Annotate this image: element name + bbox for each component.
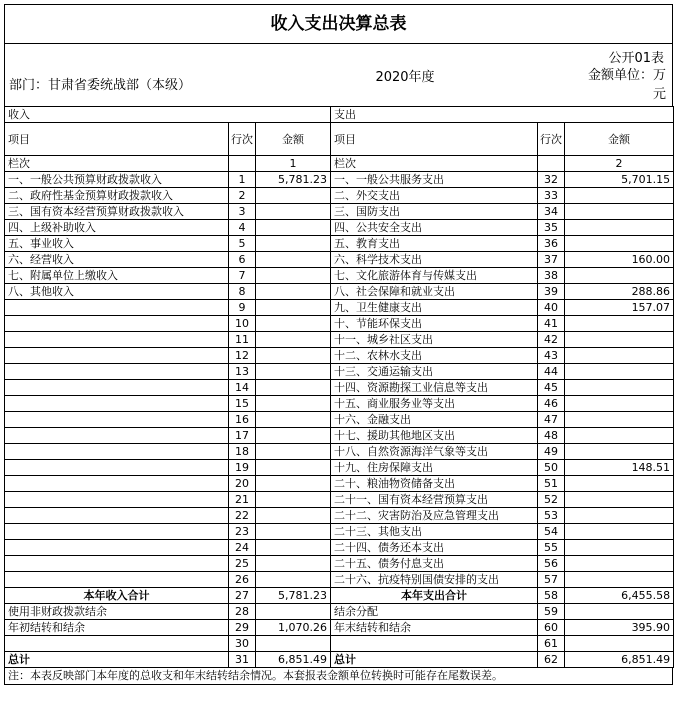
expense-line-cell: 37 — [538, 252, 565, 268]
income-line-cell: 7 — [229, 268, 256, 284]
income-amount-cell — [256, 428, 331, 444]
expense-amount-cell — [565, 556, 674, 572]
expense-line-cell: 47 — [538, 412, 565, 428]
expense-item-cell: 九、卫生健康支出 — [331, 300, 538, 316]
income-expense-table — [4, 106, 674, 668]
expense-line-cell: 56 — [538, 556, 565, 572]
table-row — [5, 524, 674, 540]
lanci-expense: 2 — [565, 156, 674, 172]
expense-item-cell: 七、文化旅游体育与传媒支出 — [331, 268, 538, 284]
expense-line-cell: 55 — [538, 540, 565, 556]
expense-amount-cell — [565, 236, 674, 252]
income-item-cell: 三、国有资本经营预算财政拨款收入 — [5, 204, 229, 220]
table-row — [5, 268, 674, 284]
expense-line-cell: 58 — [538, 588, 565, 604]
expense-amount-cell — [565, 428, 674, 444]
income-amount-cell — [256, 444, 331, 460]
table-row — [5, 172, 674, 188]
income-amount-cell — [256, 572, 331, 588]
income-line-cell: 11 — [229, 332, 256, 348]
income-line-cell: 8 — [229, 284, 256, 300]
table-row — [5, 540, 674, 556]
report-meta — [4, 43, 673, 106]
expense-amount-cell — [565, 188, 674, 204]
expense-item-cell: 结余分配 — [331, 604, 538, 620]
income-amount-cell — [256, 348, 331, 364]
expense-amount-cell — [565, 604, 674, 620]
expense-line-cell: 36 — [538, 236, 565, 252]
expense-amount-cell — [565, 268, 674, 284]
income-item-header: 项目 — [5, 123, 229, 156]
income-amount-cell — [256, 300, 331, 316]
fiscal-year: 2020年度 — [375, 70, 435, 85]
expense-item-cell: 二十五、债务付息支出 — [331, 556, 538, 572]
expense-amount-cell: 160.00 — [565, 252, 674, 268]
table-row — [5, 572, 674, 588]
amount-unit: 金额单位：万元 — [587, 68, 666, 102]
expense-amount-cell: 6,455.58 — [565, 588, 674, 604]
expense-amount-cell: 157.07 — [565, 300, 674, 316]
expense-item-cell: 年末结转和结余 — [331, 620, 538, 636]
income-line-cell: 26 — [229, 572, 256, 588]
income-line-cell: 14 — [229, 380, 256, 396]
expense-item-cell: 二十四、债务还本支出 — [331, 540, 538, 556]
lanci-label: 栏次 — [331, 156, 538, 172]
income-item-cell — [5, 348, 229, 364]
income-amount-cell — [256, 492, 331, 508]
table-row — [5, 380, 674, 396]
income-amount-cell — [256, 380, 331, 396]
expense-amount-cell — [565, 636, 674, 652]
income-amount-cell — [256, 508, 331, 524]
income-line-cell: 24 — [229, 540, 256, 556]
income-amount-cell — [256, 412, 331, 428]
expense-line-cell: 48 — [538, 428, 565, 444]
expense-line-cell: 52 — [538, 492, 565, 508]
expense-amount-cell: 5,701.15 — [565, 172, 674, 188]
income-amount-cell — [256, 220, 331, 236]
income-line-cell: 3 — [229, 204, 256, 220]
expense-amount-cell — [565, 348, 674, 364]
table-row — [5, 396, 674, 412]
table-row — [5, 220, 674, 236]
income-item-cell: 八、其他收入 — [5, 284, 229, 300]
income-line-cell: 5 — [229, 236, 256, 252]
income-item-cell — [5, 300, 229, 316]
expense-item-cell: 一、一般公共服务支出 — [331, 172, 538, 188]
income-line-cell: 21 — [229, 492, 256, 508]
expense-item-cell: 十、节能环保支出 — [331, 316, 538, 332]
expense-item-cell: 十二、农林水支出 — [331, 348, 538, 364]
subtotal-row — [5, 588, 674, 604]
expense-line-cell: 53 — [538, 508, 565, 524]
income-amount-cell — [256, 524, 331, 540]
expense-amount-cell — [565, 476, 674, 492]
expense-line-cell: 40 — [538, 300, 565, 316]
expense-line-cell: 41 — [538, 316, 565, 332]
expense-item-cell: 本年支出合计 — [331, 588, 538, 604]
table-row — [5, 604, 674, 620]
income-line-cell: 10 — [229, 316, 256, 332]
income-line-cell: 17 — [229, 428, 256, 444]
page-title: 收入支出决算总表 — [4, 4, 673, 43]
table-row — [5, 636, 674, 652]
expense-amount-header: 金额 — [565, 123, 674, 156]
expense-line-cell: 35 — [538, 220, 565, 236]
income-line-cell: 31 — [229, 652, 256, 668]
expense-item-cell — [331, 636, 538, 652]
expense-line-cell: 57 — [538, 572, 565, 588]
income-item-cell — [5, 316, 229, 332]
lanci-row — [5, 156, 674, 172]
expense-item-cell: 十五、商业服务业等支出 — [331, 396, 538, 412]
income-item-cell: 四、上级补助收入 — [5, 220, 229, 236]
table-row — [5, 444, 674, 460]
income-item-cell: 本年收入合计 — [5, 588, 229, 604]
expense-line-cell: 51 — [538, 476, 565, 492]
income-item-cell — [5, 508, 229, 524]
expense-item-cell: 十七、援助其他地区支出 — [331, 428, 538, 444]
expense-line-cell: 62 — [538, 652, 565, 668]
income-amount-cell — [256, 396, 331, 412]
income-item-cell: 五、事业收入 — [5, 236, 229, 252]
income-amount-cell: 6,851.49 — [256, 652, 331, 668]
table-row — [5, 300, 674, 316]
expense-amount-cell: 395.90 — [565, 620, 674, 636]
table-row — [5, 412, 674, 428]
income-item-cell: 总计 — [5, 652, 229, 668]
income-item-cell — [5, 524, 229, 540]
income-item-cell — [5, 332, 229, 348]
table-row — [5, 204, 674, 220]
income-item-cell — [5, 444, 229, 460]
expense-line-cell: 59 — [538, 604, 565, 620]
income-item-cell: 使用非财政拨款结余 — [5, 604, 229, 620]
table-row — [5, 620, 674, 636]
expense-line-cell: 46 — [538, 396, 565, 412]
expense-amount-cell — [565, 316, 674, 332]
income-line-cell: 23 — [229, 524, 256, 540]
expense-item-cell: 二十三、其他支出 — [331, 524, 538, 540]
department-label: 部门：甘肃省委统战部（本级） — [9, 78, 192, 93]
expense-line-cell: 32 — [538, 172, 565, 188]
expense-amount-cell — [565, 492, 674, 508]
expense-item-cell: 六、科学技术支出 — [331, 252, 538, 268]
expense-amount-cell — [565, 572, 674, 588]
income-amount-cell — [256, 476, 331, 492]
expense-amount-cell — [565, 444, 674, 460]
expense-amount-cell: 288.86 — [565, 284, 674, 300]
expense-amount-cell: 148.51 — [565, 460, 674, 476]
table-row — [5, 332, 674, 348]
expense-line-cell: 45 — [538, 380, 565, 396]
table-row — [5, 556, 674, 572]
income-line-cell: 9 — [229, 300, 256, 316]
total-row — [5, 652, 674, 668]
expense-item-cell: 八、社会保障和就业支出 — [331, 284, 538, 300]
income-item-cell — [5, 476, 229, 492]
expense-line-cell: 50 — [538, 460, 565, 476]
income-item-cell: 年初结转和结余 — [5, 620, 229, 636]
expense-item-cell: 四、公共安全支出 — [331, 220, 538, 236]
income-amount-cell — [256, 284, 331, 300]
expense-line-cell: 43 — [538, 348, 565, 364]
section-header-row — [5, 107, 674, 123]
table-row — [5, 476, 674, 492]
expense-amount-cell — [565, 220, 674, 236]
income-amount-cell: 5,781.23 — [256, 588, 331, 604]
expense-item-cell: 十三、交通运输支出 — [331, 364, 538, 380]
table-row — [5, 284, 674, 300]
expense-line-cell: 60 — [538, 620, 565, 636]
expense-line-cell: 44 — [538, 364, 565, 380]
income-line-cell: 28 — [229, 604, 256, 620]
table-row — [5, 348, 674, 364]
income-amount-cell — [256, 188, 331, 204]
expense-item-cell: 十六、金融支出 — [331, 412, 538, 428]
expense-amount-cell — [565, 508, 674, 524]
table-row — [5, 492, 674, 508]
income-line-cell: 1 — [229, 172, 256, 188]
expense-item-cell: 三、国防支出 — [331, 204, 538, 220]
income-amount-cell — [256, 204, 331, 220]
final-accounts-sheet — [4, 4, 673, 685]
expense-amount-cell — [565, 364, 674, 380]
income-item-cell: 七、附属单位上缴收入 — [5, 268, 229, 284]
income-line-cell: 30 — [229, 636, 256, 652]
expense-item-cell: 五、教育支出 — [331, 236, 538, 252]
expense-item-cell: 二、外交支出 — [331, 188, 538, 204]
income-amount-cell — [256, 540, 331, 556]
income-line-cell: 15 — [229, 396, 256, 412]
expense-item-cell: 总计 — [331, 652, 538, 668]
expense-line-cell: 42 — [538, 332, 565, 348]
income-item-cell — [5, 636, 229, 652]
income-line-cell: 18 — [229, 444, 256, 460]
expense-item-cell: 二十、粮油物资储备支出 — [331, 476, 538, 492]
income-line-cell: 27 — [229, 588, 256, 604]
income-item-cell — [5, 364, 229, 380]
expense-line-cell: 38 — [538, 268, 565, 284]
table-row — [5, 508, 674, 524]
income-line-cell: 22 — [229, 508, 256, 524]
income-amount-cell — [256, 364, 331, 380]
expense-amount-cell — [565, 204, 674, 220]
income-item-cell — [5, 396, 229, 412]
income-item-cell: 六、经营收入 — [5, 252, 229, 268]
income-item-cell — [5, 556, 229, 572]
income-amount-cell — [256, 316, 331, 332]
income-line-cell: 4 — [229, 220, 256, 236]
income-amount-cell — [256, 268, 331, 284]
expense-line-cell: 49 — [538, 444, 565, 460]
income-item-cell — [5, 572, 229, 588]
expense-item-cell: 十一、城乡社区支出 — [331, 332, 538, 348]
income-amount-cell — [256, 556, 331, 572]
table-row — [5, 316, 674, 332]
column-header-row — [5, 123, 674, 156]
income-line-cell: 20 — [229, 476, 256, 492]
expense-amount-cell — [565, 332, 674, 348]
income-item-cell — [5, 412, 229, 428]
footnote: 注：本表反映部门本年度的总收支和年末结转结余情况。本套报表金额单位转换时可能存在尾数误差。 — [4, 668, 673, 685]
expense-item-header: 项目 — [331, 123, 538, 156]
form-number: 公开01表 — [608, 51, 664, 66]
income-line-cell: 13 — [229, 364, 256, 380]
lanci-income: 1 — [256, 156, 331, 172]
expense-amount-cell — [565, 380, 674, 396]
income-line-cell: 12 — [229, 348, 256, 364]
income-item-cell: 二、政府性基金预算财政拨款收入 — [5, 188, 229, 204]
income-amount-cell — [256, 332, 331, 348]
expense-amount-cell — [565, 540, 674, 556]
table-row — [5, 428, 674, 444]
expense-section-header: 支出 — [331, 107, 674, 123]
income-amount-cell: 5,781.23 — [256, 172, 331, 188]
expense-item-cell: 二十六、抗疫特别国债安排的支出 — [331, 572, 538, 588]
income-amount-cell — [256, 236, 331, 252]
expense-item-cell: 十四、资源勘探工业信息等支出 — [331, 380, 538, 396]
income-line-cell: 6 — [229, 252, 256, 268]
lanci-label: 栏次 — [5, 156, 229, 172]
expense-amount-cell: 6,851.49 — [565, 652, 674, 668]
income-item-cell — [5, 460, 229, 476]
income-item-cell — [5, 380, 229, 396]
expense-item-cell: 二十二、灾害防治及应急管理支出 — [331, 508, 538, 524]
income-item-cell — [5, 428, 229, 444]
income-line-cell: 16 — [229, 412, 256, 428]
expense-line-header: 行次 — [538, 123, 565, 156]
income-line-cell: 29 — [229, 620, 256, 636]
expense-amount-cell — [565, 524, 674, 540]
income-section-header: 收入 — [5, 107, 331, 123]
income-amount-header: 金额 — [256, 123, 331, 156]
expense-line-cell: 61 — [538, 636, 565, 652]
expense-line-cell: 33 — [538, 188, 565, 204]
income-amount-cell — [256, 460, 331, 476]
income-amount-cell — [256, 252, 331, 268]
table-row — [5, 364, 674, 380]
table-row — [5, 236, 674, 252]
expense-item-cell: 二十一、国有资本经营预算支出 — [331, 492, 538, 508]
expense-line-cell: 54 — [538, 524, 565, 540]
expense-amount-cell — [565, 396, 674, 412]
table-row — [5, 252, 674, 268]
expense-line-cell: 34 — [538, 204, 565, 220]
income-amount-cell — [256, 636, 331, 652]
income-item-cell — [5, 540, 229, 556]
income-amount-cell — [256, 604, 331, 620]
expense-item-cell: 十八、自然资源海洋气象等支出 — [331, 444, 538, 460]
income-item-cell: 一、一般公共预算财政拨款收入 — [5, 172, 229, 188]
expense-amount-cell — [565, 412, 674, 428]
income-line-cell: 2 — [229, 188, 256, 204]
expense-item-cell: 十九、住房保障支出 — [331, 460, 538, 476]
table-row — [5, 188, 674, 204]
income-item-cell — [5, 492, 229, 508]
income-line-header: 行次 — [229, 123, 256, 156]
expense-line-cell: 39 — [538, 284, 565, 300]
table-row — [5, 460, 674, 476]
income-amount-cell: 1,070.26 — [256, 620, 331, 636]
income-line-cell: 19 — [229, 460, 256, 476]
income-line-cell: 25 — [229, 556, 256, 572]
